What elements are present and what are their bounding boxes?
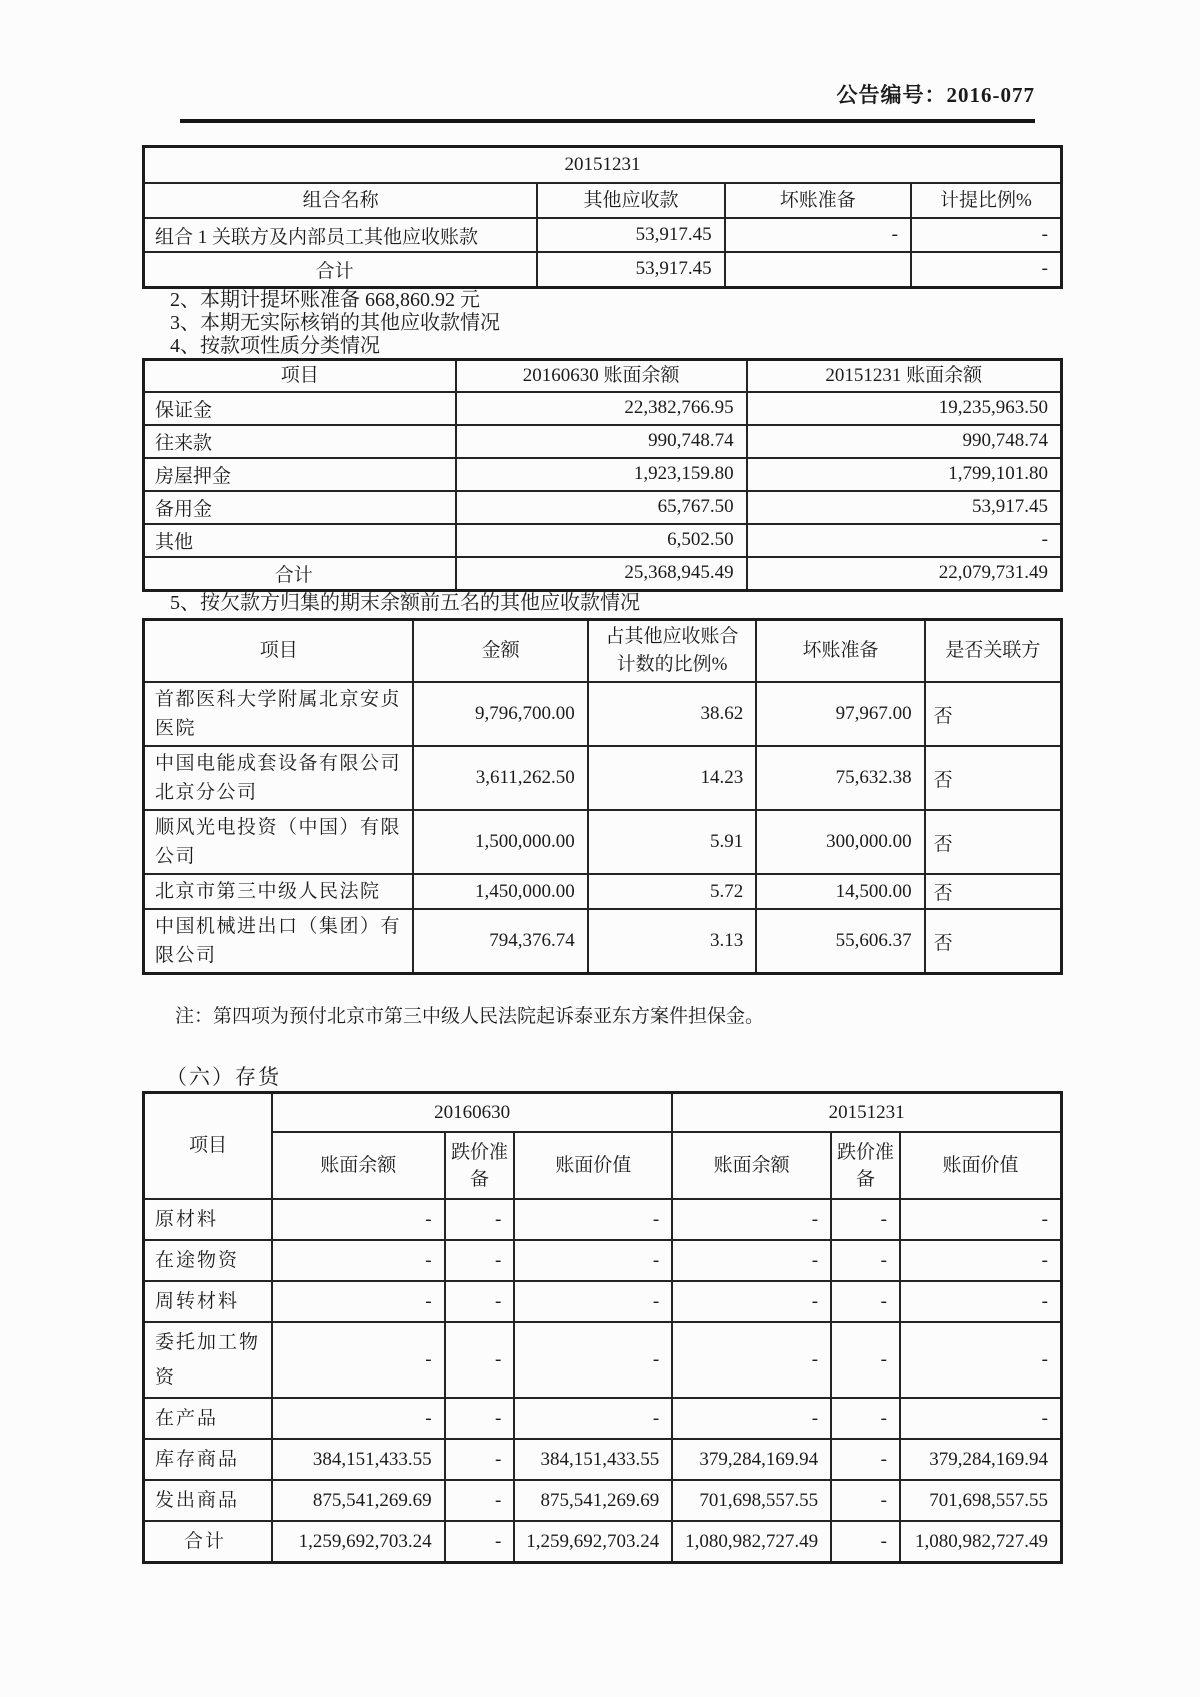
column-header: 金额 [413,620,587,683]
row-label-cell: 北京市第三中级人民法院 [144,874,414,909]
value-cell: - [272,1322,445,1398]
value-cell: 22,382,766.95 [456,392,747,425]
table-row [144,392,1062,425]
value-cell: - [445,1398,515,1439]
value-cell: 1,923,159.80 [456,458,747,491]
row-label-cell: 中国电能成套设备有限公司北京分公司 [144,746,414,810]
value-cell: - [445,1480,515,1521]
value-cell: - [445,1240,515,1281]
row-label-cell: 周转材料 [144,1281,273,1322]
table-row [144,810,1062,874]
table-row [144,425,1062,458]
value-cell: 384,151,433.55 [272,1439,445,1480]
value-cell: - [514,1281,672,1322]
value-cell: - [514,1322,672,1398]
value-cell: - [672,1199,831,1240]
column-header: 账面余额 [672,1132,831,1199]
row-label-cell: 原材料 [144,1199,273,1240]
value-cell: 否 [925,810,1062,874]
table-row [144,458,1062,491]
row-label-cell: 库存商品 [144,1439,273,1480]
value-cell: - [831,1240,900,1281]
table-header-row [144,359,1062,392]
value-cell: 75,632.38 [756,746,924,810]
row-label-cell: 在产品 [144,1398,273,1439]
table-row [144,1439,1062,1480]
value-cell: - [672,1281,831,1322]
table-row [144,746,1062,810]
value-cell: - [900,1398,1062,1439]
value-cell: - [272,1398,445,1439]
row-label-cell: 保证金 [144,392,456,425]
value-cell: - [445,1521,515,1563]
value-cell: - [900,1322,1062,1398]
value-cell: - [900,1199,1062,1240]
table-row [144,1199,1062,1240]
value-cell: 384,151,433.55 [514,1439,672,1480]
inventory-table [142,1091,1063,1564]
value-cell: 701,698,557.55 [900,1480,1062,1521]
value-cell: - [514,1199,672,1240]
value-cell: 否 [925,874,1062,909]
column-header: 计提比例% [911,183,1062,218]
value-cell: 5.91 [588,810,756,874]
value-cell: 25,368,945.49 [456,557,747,591]
row-label-cell: 委托加工物资 [144,1322,273,1398]
value-cell: - [445,1199,515,1240]
value-cell: 53,917.45 [537,252,724,287]
table-period-row [144,1093,1062,1133]
row-label-cell: 房屋押金 [144,458,456,491]
header-rule [180,119,1035,123]
column-header: 坏账准备 [725,183,911,218]
value-cell: 1,799,101.80 [747,458,1062,491]
value-cell: 3,611,262.50 [413,746,587,810]
value-cell: - [725,218,911,252]
row-label-cell: 在途物资 [144,1240,273,1281]
table-row [144,1398,1062,1439]
table-row [144,874,1062,909]
value-cell: - [672,1240,831,1281]
row-label-cell: 往来款 [144,425,456,458]
value-cell: 1,080,982,727.49 [672,1521,831,1563]
column-header-item: 项目 [144,1093,273,1200]
note-item-3: 3、本期无实际核销的其他应收款情况 [170,311,500,334]
table-row [144,252,1062,287]
value-cell: 1,259,692,703.24 [514,1521,672,1563]
table-row [144,218,1062,252]
value-cell: - [445,1281,515,1322]
value-cell: - [831,1199,900,1240]
value-cell: 否 [925,909,1062,974]
column-header: 组合名称 [144,183,538,218]
value-cell: 794,376.74 [413,909,587,974]
row-label-cell: 合计 [144,1521,273,1563]
table-row [144,1322,1062,1398]
table-row [144,682,1062,746]
value-cell [725,252,911,287]
row-label-cell: 组合 1 关联方及内部员工其他应收账款 [144,218,538,252]
table-header-row [144,183,1062,218]
table-footnote: 注：第四项为预付北京市第三中级人民法院起诉泰亚东方案件担保金。 [175,1006,765,1027]
column-header: 账面价值 [514,1132,672,1199]
value-cell: 14,500.00 [756,874,924,909]
value-cell: 53,917.45 [747,491,1062,524]
column-header: 账面余额 [272,1132,445,1199]
note-item-4: 4、按款项性质分类情况 [170,334,380,357]
table-header-row [144,620,1062,683]
value-cell: 875,541,269.69 [272,1480,445,1521]
table-row [144,1480,1062,1521]
value-cell: - [831,1398,900,1439]
value-cell: 990,748.74 [456,425,747,458]
value-cell: - [672,1322,831,1398]
value-cell: 5.72 [588,874,756,909]
value-cell: 22,079,731.49 [747,557,1062,591]
value-cell: - [911,252,1062,287]
column-header: 跌价准备 [831,1132,900,1199]
value-cell: - [272,1281,445,1322]
value-cell: 1,450,000.00 [413,874,587,909]
value-cell: - [900,1281,1062,1322]
value-cell: - [900,1240,1062,1281]
row-label-cell: 备用金 [144,491,456,524]
column-header: 项目 [144,620,414,683]
column-header: 坏账准备 [756,620,924,683]
table-row [144,524,1062,557]
value-cell: 65,767.50 [456,491,747,524]
value-cell: - [831,1322,900,1398]
value-cell: 1,259,692,703.24 [272,1521,445,1563]
table-row [144,909,1062,974]
row-label-cell: 发出商品 [144,1480,273,1521]
column-header: 项目 [144,359,456,392]
value-cell: 701,698,557.55 [672,1480,831,1521]
value-cell: 300,000.00 [756,810,924,874]
row-label-cell: 首都医科大学附属北京安贞医院 [144,682,414,746]
value-cell: 否 [925,746,1062,810]
value-cell: 14.23 [588,746,756,810]
column-header: 其他应收款 [537,183,724,218]
value-cell: - [272,1199,445,1240]
table-row [144,491,1062,524]
note-item-2: 2、本期计提坏账准备 668,860.92 元 [170,288,480,311]
value-cell: 990,748.74 [747,425,1062,458]
value-cell: - [672,1398,831,1439]
value-cell: - [831,1439,900,1480]
page-content [142,84,1063,1564]
period-header-20160630: 20160630 [272,1093,672,1133]
table-period-row [144,147,1062,184]
value-cell: 9,796,700.00 [413,682,587,746]
column-header: 账面价值 [900,1132,1062,1199]
period-header-20151231: 20151231 [672,1093,1061,1133]
section-title-inventory: （六）存货 [166,1065,281,1089]
row-label-cell: 合计 [144,557,456,591]
column-header: 跌价准备 [445,1132,515,1199]
value-cell: 38.62 [588,682,756,746]
column-header: 占其他应收账合计数的比例% [588,620,756,683]
nature-classification-table [142,358,1063,593]
value-cell: - [445,1439,515,1480]
value-cell: - [445,1322,515,1398]
value-cell: 53,917.45 [537,218,724,252]
value-cell: - [272,1240,445,1281]
row-label-cell: 中国机械进出口（集团）有限公司 [144,909,414,974]
value-cell: 1,500,000.00 [413,810,587,874]
row-label-cell: 顺风光电投资（中国）有限公司 [144,810,414,874]
table-row [144,1240,1062,1281]
value-cell: 379,284,169.94 [672,1439,831,1480]
value-cell: 55,606.37 [756,909,924,974]
row-label-cell: 合计 [144,252,538,287]
row-label-cell: 其他 [144,524,456,557]
note-item-5: 5、按欠款方归集的期末余额前五名的其他应收款情况 [170,592,640,614]
period-title: 20151231 [144,147,1062,184]
value-cell: - [747,524,1062,557]
table-row [144,1281,1062,1322]
value-cell: - [514,1240,672,1281]
column-header: 是否关联方 [925,620,1062,683]
value-cell: 否 [925,682,1062,746]
table-row [144,557,1062,591]
column-header: 20151231 账面余额 [747,359,1062,392]
value-cell: 3.13 [588,909,756,974]
value-cell: 19,235,963.50 [747,392,1062,425]
value-cell: - [831,1521,900,1563]
value-cell: - [831,1480,900,1521]
value-cell: 1,080,982,727.49 [900,1521,1062,1563]
value-cell: 875,541,269.69 [514,1480,672,1521]
column-header: 20160630 账面余额 [456,359,747,392]
value-cell: - [831,1281,900,1322]
value-cell: 97,967.00 [756,682,924,746]
portfolio-table [142,145,1063,289]
table-row [144,1521,1062,1563]
value-cell: 379,284,169.94 [900,1439,1062,1480]
announcement-number: 公告编号：2016-077 [836,83,1035,107]
value-cell: - [911,218,1062,252]
value-cell: - [514,1398,672,1439]
top-five-debtors-table [142,618,1063,975]
value-cell: 6,502.50 [456,524,747,557]
table-subheader-row [144,1132,1062,1199]
